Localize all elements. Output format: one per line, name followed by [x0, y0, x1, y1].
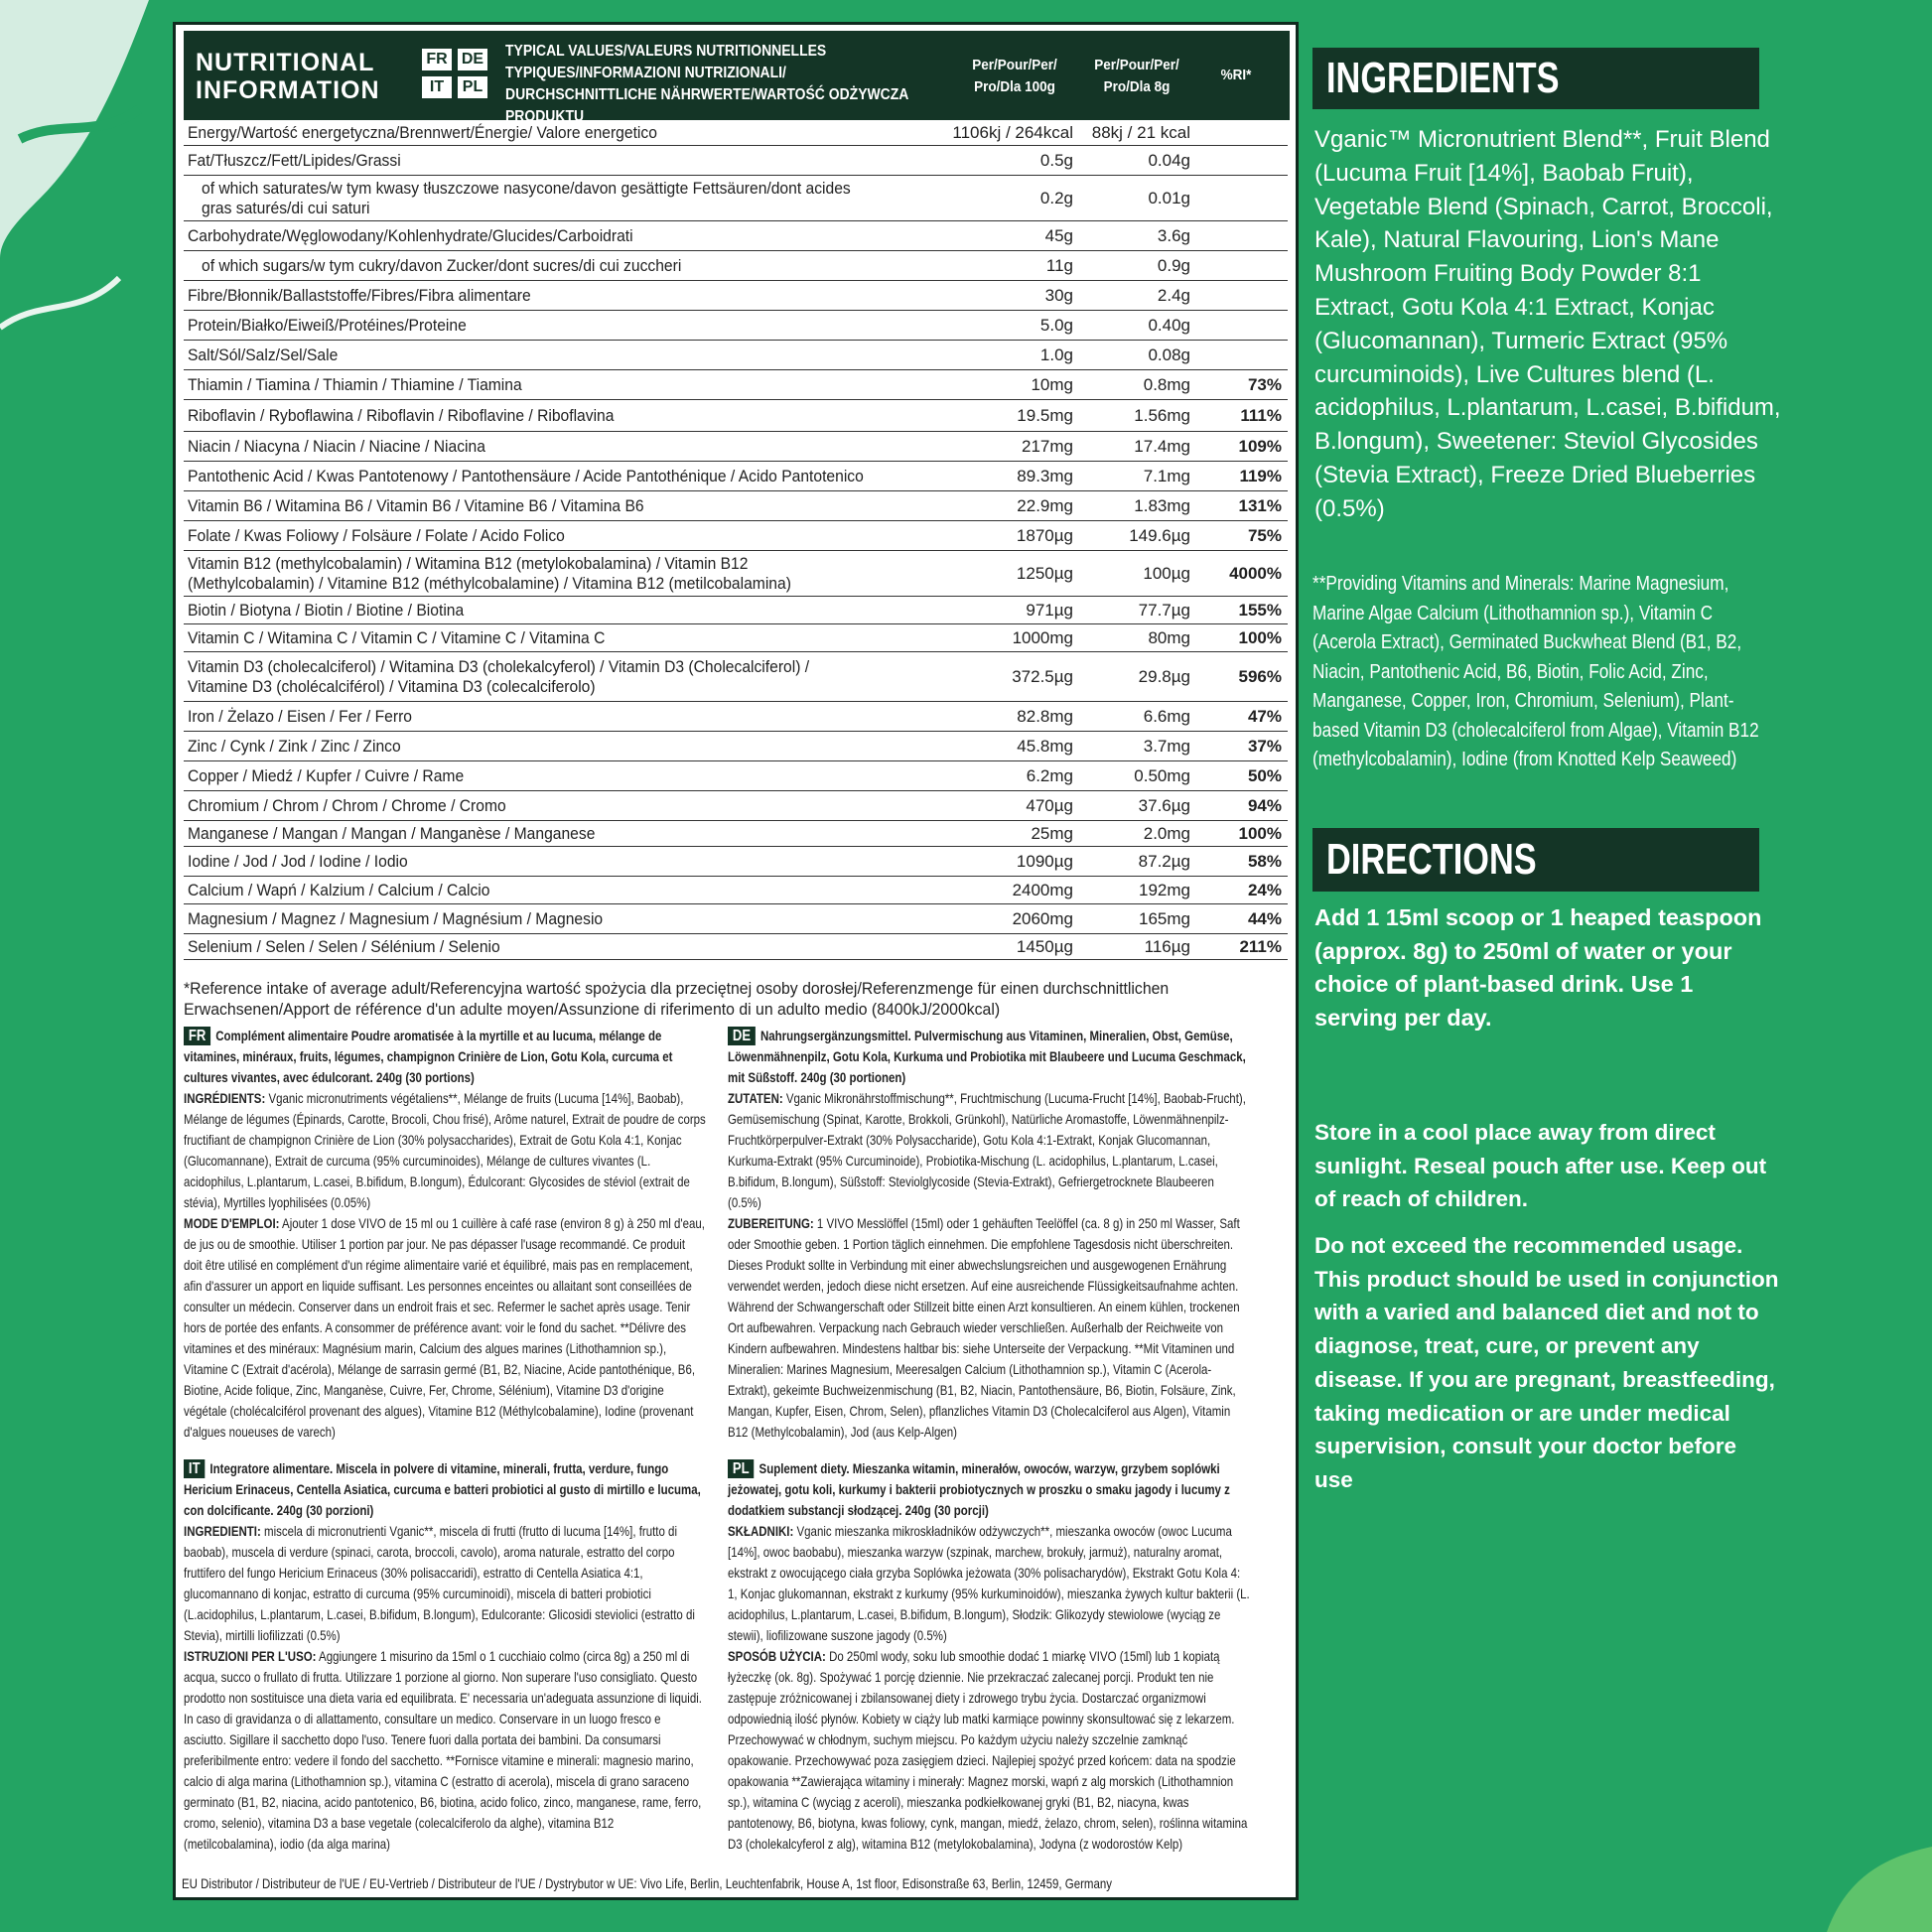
nutrition-row [184, 652, 1288, 702]
ri-percent: 155% [1238, 600, 1282, 620]
value-per-8g: 116µg [1144, 936, 1190, 956]
value-per-100g: 19.5mg [1017, 405, 1073, 425]
pl-usage-label: SPOSÓB UŻYCIA: [728, 1648, 826, 1664]
nutrition-row [184, 624, 1288, 652]
value-per-8g: 149.6µg [1129, 525, 1190, 545]
nutrient-name: Iodine / Jod / Jod / Iodine / Iodio [188, 851, 408, 871]
nutrient-name: Vitamin D3 (cholecalciferol) / Witamina D3 (cholekalcyferol) / Vitamin D3 (Cholecalciferol) / Vitamine D3 (cholécalciférol) / Vitamina D3 (colecalciferolo) [188, 656, 810, 696]
fr-intro: Complément alimentaire Poudre aromatisée à la myrtille et au lucuma, mélange de vitamines, minéraux, fruits, légumes, champignon Crinière de Lion, Gotu Kola, curcuma et cultures vivantes, avec édulcorant. 240g (30 portions) [184, 1028, 673, 1085]
nutrition-row [184, 761, 1288, 791]
nutrient-name: Salt/Sól/Salz/Sel/Sale [188, 345, 339, 364]
nutrient-name: Calcium / Wapń / Kalzium / Calcium / Calcio [188, 880, 490, 899]
nutrition-table [184, 120, 1288, 960]
lang-badge-fr: FR [422, 49, 452, 70]
ri-percent: 75% [1247, 525, 1282, 545]
nutrition-row [184, 341, 1288, 370]
nutrient-name: Vitamin C / Witamina C / Vitamin C / Vitamine C / Vitamina C [188, 627, 606, 647]
lang-tag-fr: FR [184, 1027, 210, 1045]
value-per-100g: 45g [1044, 225, 1073, 245]
value-per-8g: 100µg [1143, 563, 1190, 583]
value-per-8g: 0.40g [1148, 315, 1190, 335]
value-per-8g: 165mg [1139, 908, 1190, 928]
value-per-100g: 45.8mg [1017, 736, 1073, 756]
directions-heading: DIRECTIONS [1312, 828, 1759, 892]
value-per-100g: 30g [1044, 285, 1073, 305]
nutrient-name: Vitamin B12 (methylcobalamin) / Witamina B12 (metylokobalamina) / Vitamin B12 (Methylcobalamin) / Vitamine B12 (méthylcobalamine) / Vitamina B12 (metilcobalamina) [188, 553, 791, 593]
nutrient-name: Riboflavin / Ryboflawina / Riboflavin / Riboflavine / Riboflavina [188, 405, 615, 425]
value-per-100g: 82.8mg [1017, 706, 1073, 726]
value-per-8g: 88kj / 21 kcal [1091, 122, 1190, 142]
nutrient-name: Magnesium / Magnez / Magnesium / Magnésium / Magnesio [188, 908, 604, 928]
lang-badge-de: DE [458, 49, 487, 70]
value-per-100g: 1870µg [1016, 525, 1073, 545]
ri-percent: 131% [1238, 495, 1282, 515]
nutrition-title: NUTRITIONAL INFORMATION [196, 49, 380, 104]
value-per-8g: 87.2µg [1138, 851, 1190, 871]
de-intro: Nahrungsergänzungsmittel. Pulvermischung aus Vitaminen, Mineralien, Obst, Gemüse, Löwenmähnenpilz, Gotu Kola, Kurkuma und Probiotika mit Blaubeere und Lucuma Geschmack, mit Süßstoff. 240g (30 portionen) [728, 1028, 1246, 1085]
nutrition-row [184, 597, 1288, 624]
column-per-8g: Per/Pour/Per/ Pro/Dla 8g [1094, 57, 1179, 95]
nutrient-name: Copper / Miedź / Kupfer / Cuivre / Rame [188, 765, 465, 785]
nutrient-name: Niacin / Niacyna / Niacin / Niacine / Niacina [188, 436, 485, 456]
fr-usage-label: MODE D'EMPLOI: [184, 1215, 280, 1231]
value-per-100g: 217mg [1022, 436, 1073, 456]
ri-percent: 596% [1238, 666, 1282, 686]
fr-ingredients-label: INGRÉDIENTS: [184, 1090, 266, 1106]
nutrient-name: of which sugars/w tym cukry/davon Zucker/dont sucres/di cui zuccheri [202, 255, 682, 275]
nutrition-row [184, 847, 1288, 877]
de-usage: 1 VIVO Messlöffel (15ml) oder 1 gehäuften Teelöffel (ca. 8 g) in 250 ml Wasser, Saft oder Smoothie geben. 1 Portion täglich einnehmen. Die empfohlene Tagesdosis nicht überschreiten. Dieses Produkt sollte in Verbindung mit einer abwechslungsreichen und ausgewogenen Ernährung verwendet werden, jedoch diese nicht ersetzen. Auf eine ausreichende Flüssigkeitsaufnahme achten. Während der Schwangerschaft oder Stillzeit bitte einen Arzt konsultieren. An einem kühlen, trockenen Ort aufbewahren. Verpackung nach Gebrauch wieder verschließen. Außerhalb der Reichweite von Kindern aufbewahren. Mindestens haltbar bis: siehe Unterseite der Verpackung. **Mit Vitaminen und Mineralien: Marines Magnesium, Meeresalgen Calcium (Lithothamnion sp.), Vitamin C (Acerola-Extrakt), gekeimte Buchweizenmischung (B1, B2, Niacin, Pantothensäure, B6, Biotin, Folsäure, Zink, Mangan, Kupfer, Eisen, Chrom, Selen), pflanzliches Vitamin D3 (Cholecalciferol aus Algen), Vitamin B12 (Methylcobalamin), Jod (aus Kelp-Algen) [728, 1215, 1240, 1440]
nutrient-name: Carbohydrate/Węglowodany/Kohlenhydrate/Glucides/Carboidrati [188, 225, 633, 245]
value-per-100g: 971µg [1026, 600, 1073, 620]
pl-intro: Suplement diety. Mieszanka witamin, minerałów, owoców, warzyw, grzybem soplówki jeżowatej, gotu koli, kurkumy i bakterii probiotycznych w proszku o smaku jagody i lucumy z dodatkiem substancji słodzącej. 240g (30 porcji) [728, 1460, 1230, 1518]
value-per-100g: 25mg [1031, 823, 1073, 843]
value-per-8g: 0.9g [1157, 255, 1190, 275]
ri-percent: 50% [1247, 765, 1282, 785]
ri-percent: 47% [1247, 706, 1282, 726]
de-usage-label: ZUBEREITUNG: [728, 1215, 814, 1231]
value-per-8g: 29.8µg [1138, 666, 1190, 686]
nutrition-row [184, 551, 1288, 597]
ri-percent: 94% [1247, 795, 1282, 815]
section-de [728, 1026, 1250, 1443]
value-per-8g: 37.6µg [1138, 795, 1190, 815]
pl-ingredients: Vganic mieszanka mikroskładników odżywczych**, mieszanka owoców (owoc Lucuma [14%], owoc baobabu), mieszanka warzyw (szpinak, marchew, brokuły, jarmuż), naturalny aromat, ekstrakt z owocującego ciała grzyba Soplówka jeżowata (30% polisacharydów), Ekstrakt Gotu Kola 4: 1, Konjac glukomannan, ekstrakt z kurkumy (95% kurkuminoidów), mieszanka żywych kultur bakterii (L. acidophilus, L.plantarum, L.casei, B.bifidum, B.longum), Słodzik: Glikozydy stewiolowe (wyciąg ze stewii), liofilizowane suszone jagody (0.5%) [728, 1523, 1250, 1643]
value-per-8g: 7.1mg [1143, 466, 1190, 485]
ri-percent: 24% [1247, 880, 1282, 899]
nutrient-name: Iron / Żelazo / Eisen / Fer / Ferro [188, 706, 412, 726]
nutrient-name: Zinc / Cynk / Zink / Zinc / Zinco [188, 736, 401, 756]
lang-tag-pl: PL [728, 1459, 755, 1478]
ri-percent: 58% [1247, 851, 1282, 871]
de-ingredients: Vganic Mikronährstoffmischung**, Fruchtmischung (Lucuma-Frucht [14%], Baobab-Frucht), Gemüsemischung (Spinat, Karotte, Brokkoli, Grünkohl), Natürliche Aromastoffe, Löwenmähnenpilz-Fruchtkörperpulver-Extrakt (30% Polysaccharide), Gotu Kola 4:1-Extrakt, Konjak Glucomannan, Kurkuma-Extrakt (95% Curcuminoide), Probiotika-Mischung (L. acidophilus, L.plantarum, L.casei, B.bifidum, B.longum), Süßstoff: Steviolglycoside (Stevia-Extrakt), Gefriergetrocknete Blaubeeren (0.5%) [728, 1090, 1246, 1210]
leaf-decoration-left [0, 0, 179, 357]
storage-text: Store in a cool place away from direct sunlight. Reseal pouch after use. Keep out of reach of children. [1314, 1120, 1767, 1211]
column-ri: %RI* [1220, 67, 1252, 83]
nutrient-name: Chromium / Chrom / Chrom / Chrome / Cromo [188, 795, 506, 815]
value-per-8g: 0.50mg [1134, 765, 1190, 785]
value-per-8g: 1.56mg [1134, 405, 1190, 425]
value-per-8g: 6.6mg [1143, 706, 1190, 726]
column-per-100g: Per/Pour/Per/ Pro/Dla 100g [972, 57, 1057, 95]
typical-values-heading: TYPICAL VALUES/VALEURS NUTRITIONNELLES TYPIQUES/INFORMAZIONI NUTRIZIONALI/ DURCHSCHNITTLICHE NÄHRWERTE/WARTOŚĆ ODŻYWCZA PRODUKTU [505, 43, 908, 125]
ri-percent: 4000% [1229, 563, 1282, 583]
leaf-decoration-bottom-right [1787, 1817, 1932, 1932]
de-ingredients-label: ZUTATEN: [728, 1090, 783, 1106]
nutrition-row [184, 904, 1288, 934]
value-per-8g: 0.8mg [1143, 374, 1190, 394]
nutrition-row [184, 432, 1288, 462]
it-ingredients-label: INGREDIENTI: [184, 1523, 261, 1539]
value-per-8g: 3.7mg [1143, 736, 1190, 756]
nutrient-name: Thiamin / Tiamina / Thiamin / Thiamine / Tiamina [188, 374, 522, 394]
nutrition-row [184, 934, 1288, 960]
value-per-8g: 192mg [1139, 880, 1190, 899]
fr-usage: Ajouter 1 dose VIVO de 15 ml ou 1 cuillère à café rase (environ 8 g) à 250 ml d'eau, de jus ou de smoothie. Utiliser 1 portion par jour. Ne pas dépasser l'usage recommandé. Ce produit doit être utilisé en complément d'un régime alimentaire varié et équilibré, mais pas en remplacement, afin d'assurer un apport en liquide suffisant. Les personnes enceintes ou allaitant sont conseillées de consulter un médecin. Conserver dans un endroit frais et sec. Refermer le sachet après usage. Tenir hors de portée des enfants. A consommer de préférence avant: voir le fond du sachet. **Délivre des vitamines et des minéraux: Magnésium marin, Calcium des algues marines (Lithothamnion sp.), Vitamine C (Extrait d'acérola), Mélange de sarrasin germé (B1, B2, Niacine, Acide pantothénique, B6, Biotine, Acide folique, Zinc, Manganèse, Cuivre, Fer, Chrome, Sélénium), Vitamine D3 d'origine végétale (cholécalciférol provenant des algues), Vitamine B12 (Méthylcobalamine), Iodine (provenant d'algues noueuses de varech) [184, 1215, 705, 1440]
value-per-100g: 1450µg [1016, 936, 1073, 956]
nutrition-row [184, 877, 1288, 904]
ri-percent: 119% [1239, 466, 1282, 485]
nutrition-row [184, 251, 1288, 281]
ri-percent: 100% [1238, 823, 1282, 843]
nutrition-row [184, 221, 1288, 251]
lang-badge-it: IT [422, 76, 452, 98]
value-per-100g: 22.9mg [1017, 495, 1073, 515]
nutrition-row [184, 176, 1288, 221]
nutrient-name: of which saturates/w tym kwasy tłuszczowe nasycone/davon gesättigte Fettsäuren/dont acides gras saturés/di cui saturi [202, 178, 851, 217]
value-per-100g: 11g [1045, 255, 1073, 275]
nutrition-row [184, 120, 1288, 146]
value-per-100g: 0.2g [1039, 188, 1073, 207]
ri-percent: 211% [1239, 936, 1282, 956]
value-per-100g: 2400mg [1012, 880, 1073, 899]
nutrient-name: Pantothenic Acid / Kwas Pantotenowy / Pantothensäure / Acide Pantothénique / Acido Pantotenico [188, 466, 864, 485]
value-per-8g: 0.01g [1148, 188, 1190, 207]
value-per-8g: 80mg [1148, 627, 1190, 647]
value-per-100g: 89.3mg [1017, 466, 1073, 485]
section-fr [184, 1026, 706, 1443]
section-it [184, 1458, 706, 1855]
nutrition-row [184, 791, 1288, 821]
nutrient-name: Folate / Kwas Foliowy / Folsäure / Folate / Acido Folico [188, 525, 565, 545]
value-per-8g: 0.08g [1148, 345, 1190, 364]
fr-ingredients: Vganic micronutriments végétaliens**, Mélange de fruits (Lucuma [14%], Baobab), Mélange de légumes (Épinards, Carotte, Brocoli, Chou frisé), Arôme naturel, Extrait de poudre de corps fructifiant de champignon Crinière de Lion (30% polysaccharides), Extrait de Gotu Kola 4:1, Konjac (Glucomannane), Extrait de curcuma (95% curcuminoides), Mélange de cultures vivantes (L. acidophilus, L.plantarum, L.casei, B.bifidum, B.longum), Édulcorant: Glycosides de stéviol (extrait de stévia), Myrtilles lyophilisées (0.05%) [184, 1090, 706, 1210]
ri-percent: 73% [1247, 374, 1282, 394]
nutrient-name: Fat/Tłuszcz/Fett/Lipides/Grassi [188, 150, 401, 170]
nutrition-panel [173, 22, 1299, 1900]
lang-badge-pl: PL [458, 76, 487, 98]
value-per-8g: 77.7µg [1138, 600, 1190, 620]
nutrition-row [184, 702, 1288, 732]
lang-tag-de: DE [728, 1027, 756, 1045]
vitamins-minerals-note: **Providing Vitamins and Minerals: Marine Magnesium, Marine Algae Calcium (Lithothamnion sp.), Vitamin C (Acerola Extract), Germinated Buckwheat Blend (B1, B2, Niacin, Pantothenic Acid, B6, Biotin, Folic Acid, Zinc, Manganese, Copper, Iron, Chromium, Selenium), Plant-based Vitamin D3 (cholecalciferol from Algae), Vitamin B12 (methylcobalamin), Iodine (from Knotted Kelp Seaweed) [1312, 573, 1759, 770]
nutrient-name: Manganese / Mangan / Mangan / Manganèse / Manganese [188, 823, 596, 843]
ri-percent: 37% [1247, 736, 1282, 756]
value-per-8g: 3.6g [1157, 225, 1190, 245]
nutrition-row [184, 311, 1288, 341]
pl-usage: Do 250ml wody, soku lub smoothie dodać 1 miarkę VIVO (15ml) lub 1 kopiatą łyżeczkę (ok. 8g). Spożywać 1 porcję dziennie. Nie przekraczać zalecanej porcji. Produkt ten nie zastępuje zróżnicowanej i zbilansowanej diety i zdrowego trybu życia. Dostarczać organizmowi odpowiednią ilość płynów. Kobiety w ciąży lub matki karmiące powinny skonsultować się z lekarzem. Przechowywać w chłodnym, suchym miejscu. Po każdym użyciu należy szczelnie zamknąć opakowanie. Przechowywać poza zasięgiem dzieci. Najlepiej spożyć przed końcem: data na spodzie opakowania **Zawierająca witaminy i minerały: Magnez morski, wapń z alg morskich (Lithothamnion sp.), witamina C (wyciąg z aceroli), mieszanka podkiełkowanej gryki (B1, B2, niacyna, kwas pantotenowy, B6, biotyna, kwas foliowy, cynk, mangan, miedź, żelazo, chrom, selen), roślinna witamina D3 (cholekalcyferol z alg), witamina B12 (metylokobalamina), Jodyna (z wodorostów Kelp) [728, 1648, 1248, 1852]
eu-distributor: EU Distributor / Distributeur de l'UE / EU-Vertrieb / Distributeur de l'UE / Dystrybutor w UE: Vivo Life, Berlin, Leuchtenfabrik, House A, 1st floor, Edisonstraße 63, Berlin, 12459, Germany [182, 1875, 1113, 1891]
lang-tag-it: IT [184, 1459, 205, 1478]
nutrition-row [184, 732, 1288, 761]
value-per-8g: 2.0mg [1143, 823, 1190, 843]
nutrition-header [184, 31, 1290, 125]
it-intro: Integratore alimentare. Miscela in polvere di vitamine, minerali, frutta, verdure, fungo Hericium Erinaceus, Centella Asiatica, curcuma e batteri probiotici al gusto di mirtillo e lucuma, con dolcificante. 240g (30 porzioni) [184, 1460, 701, 1518]
ingredients-heading: INGREDIENTS [1312, 48, 1759, 109]
value-per-100g: 6.2mg [1026, 765, 1073, 785]
nutrient-name: Fibre/Błonnik/Ballaststoffe/Fibres/Fibra alimentare [188, 285, 531, 305]
value-per-8g: 2.4g [1157, 285, 1190, 305]
value-per-100g: 1090µg [1016, 851, 1073, 871]
ri-percent: 44% [1247, 908, 1282, 928]
value-per-100g: 1250µg [1016, 563, 1073, 583]
value-per-100g: 2060mg [1012, 908, 1073, 928]
section-pl [728, 1458, 1250, 1855]
directions-text: Add 1 15ml scoop or 1 heaped teaspoon (approx. 8g) to 250ml of water or your choice of plant-based drink. Use 1 serving per day. [1314, 904, 1762, 1031]
nutrition-row [184, 146, 1288, 176]
nutrition-row [184, 400, 1288, 432]
value-per-100g: 1106kj / 264kcal [952, 122, 1073, 142]
value-per-100g: 1000mg [1012, 627, 1073, 647]
value-per-100g: 10mg [1031, 374, 1073, 394]
ri-percent: 111% [1240, 405, 1282, 425]
nutrition-row [184, 281, 1288, 311]
nutrition-row [184, 370, 1288, 400]
reference-intake-note: *Reference intake of average adult/Referencyjna wartość spożycia dla przeciętnej osoby dorosłej/Referenzmenge für einen durchschnittlichen Erwachsenen/Apport de référence d'un adulte moyen/Assunzione di riferimento di un adulto medio (8400kJ/2000kcal) [184, 979, 1170, 1019]
nutrient-name: Protein/Białko/Eiweiß/Protéines/Proteine [188, 315, 467, 335]
nutrition-row [184, 462, 1288, 491]
warning-text: Do not exceed the recommended usage. This product should be used in conjunction with a varied and balanced diet and not to diagnose, treat, cure, or prevent any disease. If you are pregnant, breastfeeding, taking medication or are under medical supervision, consult your doctor before use [1314, 1233, 1779, 1492]
nutrient-name: Biotin / Biotyna / Biotin / Biotine / Biotina [188, 600, 465, 620]
pl-ingredients-label: SKŁADNIKI: [728, 1523, 794, 1539]
ingredients-text: Vganic™ Micronutrient Blend**, Fruit Blend (Lucuma Fruit [14%], Baobab Fruit), Vegetable Blend (Spinach, Carrot, Broccoli, Kale), Natural Flavouring, Lion's Mane Mushroom Fruiting Body Powder 8:1 Extract, Gotu Kola 4:1 Extract, Konjac (Glucomannan), Turmeric Extract (95% curcuminoids), Live Cultures blend (L. acidophilus, L.plantarum, L.casei, B.bifidum, B.longum), Sweetener: Steviol Glycosides (Stevia Extract), Freeze Dried Blueberries (0.5%) [1314, 126, 1781, 522]
value-per-100g: 5.0g [1039, 315, 1073, 335]
value-per-8g: 17.4mg [1134, 436, 1190, 456]
it-usage-label: ISTRUZIONI PER L'USO: [184, 1648, 317, 1664]
nutrition-row [184, 521, 1288, 551]
value-per-100g: 0.5g [1039, 150, 1073, 170]
nutrient-name: Vitamin B6 / Witamina B6 / Vitamin B6 / Vitamine B6 / Vitamina B6 [188, 495, 644, 515]
ri-percent: 109% [1238, 436, 1282, 456]
it-usage: Aggiungere 1 misurino da 15ml o 1 cucchiaio colmo (circa 8g) a 250 ml di acqua, succo o frullato di frutta. Utilizzare 1 porzione al giorno. Non superare l'uso consigliato. Questo prodotto non sostituisce una dieta varia ed equilibrata. E' necessaria un'adeguata assunzione di liquidi. In caso di gravidanza o di allattamento, consultare un medico. Conservare in un luogo fresco e asciutto. Sigillare il sacchetto dopo l'uso. Tenere fuori dalla portata dei bambini. Da consumarsi preferibilmente entro: vedere il fondo del sacchetto. **Fornisce vitamine e minerali: magnesio marino, calcio di alga marina (Lithothamnion sp.), vitamina C (estratto di acerola), miscela di grano saraceno germinato (B1, B2, niacina, acido pantotenico, B6, biotina, acido folico, zinco, manganese, rame, ferro, cromo, selenio), vitamina D3 a base vegetale (colecalciferolo da alghe), vitamina B12 (metilcobalamina), iodio (da alga marina) [184, 1648, 702, 1852]
nutrition-row [184, 491, 1288, 521]
nutrition-row [184, 821, 1288, 847]
value-per-8g: 0.04g [1148, 150, 1190, 170]
nutrient-name: Selenium / Selen / Selen / Sélénium / Selenio [188, 936, 500, 956]
nutrient-name: Energy/Wartość energetyczna/Brennwert/Énergie/ Valore energetico [188, 122, 657, 142]
value-per-8g: 1.83mg [1134, 495, 1190, 515]
it-ingredients: miscela di micronutrienti Vganic**, miscela di frutti (frutto di lucuma [14%], frutto di baobab), muscela di verdure (spinaci, carota, broccoli, cavolo), aroma naturale, estratto del corpo fruttifero del fungo Hericium Erinaceus (30% polisaccaridi), estratto di Centella Asiatica 4:1, glucomannano di konjac, estratto di curcuma (95% curcuminoidi), miscela di batteri probiotici (L.acidophilus, L.plantarum, L.casei, B.bifidum, B.longum), Edulcorante: Glicosidi steviolici (estratto di Stevia), mirtilli liofilizzati (0.5%) [184, 1523, 695, 1643]
value-per-100g: 1.0g [1039, 345, 1073, 364]
value-per-100g: 372.5µg [1012, 666, 1073, 686]
ri-percent: 100% [1238, 627, 1282, 647]
value-per-100g: 470µg [1026, 795, 1073, 815]
